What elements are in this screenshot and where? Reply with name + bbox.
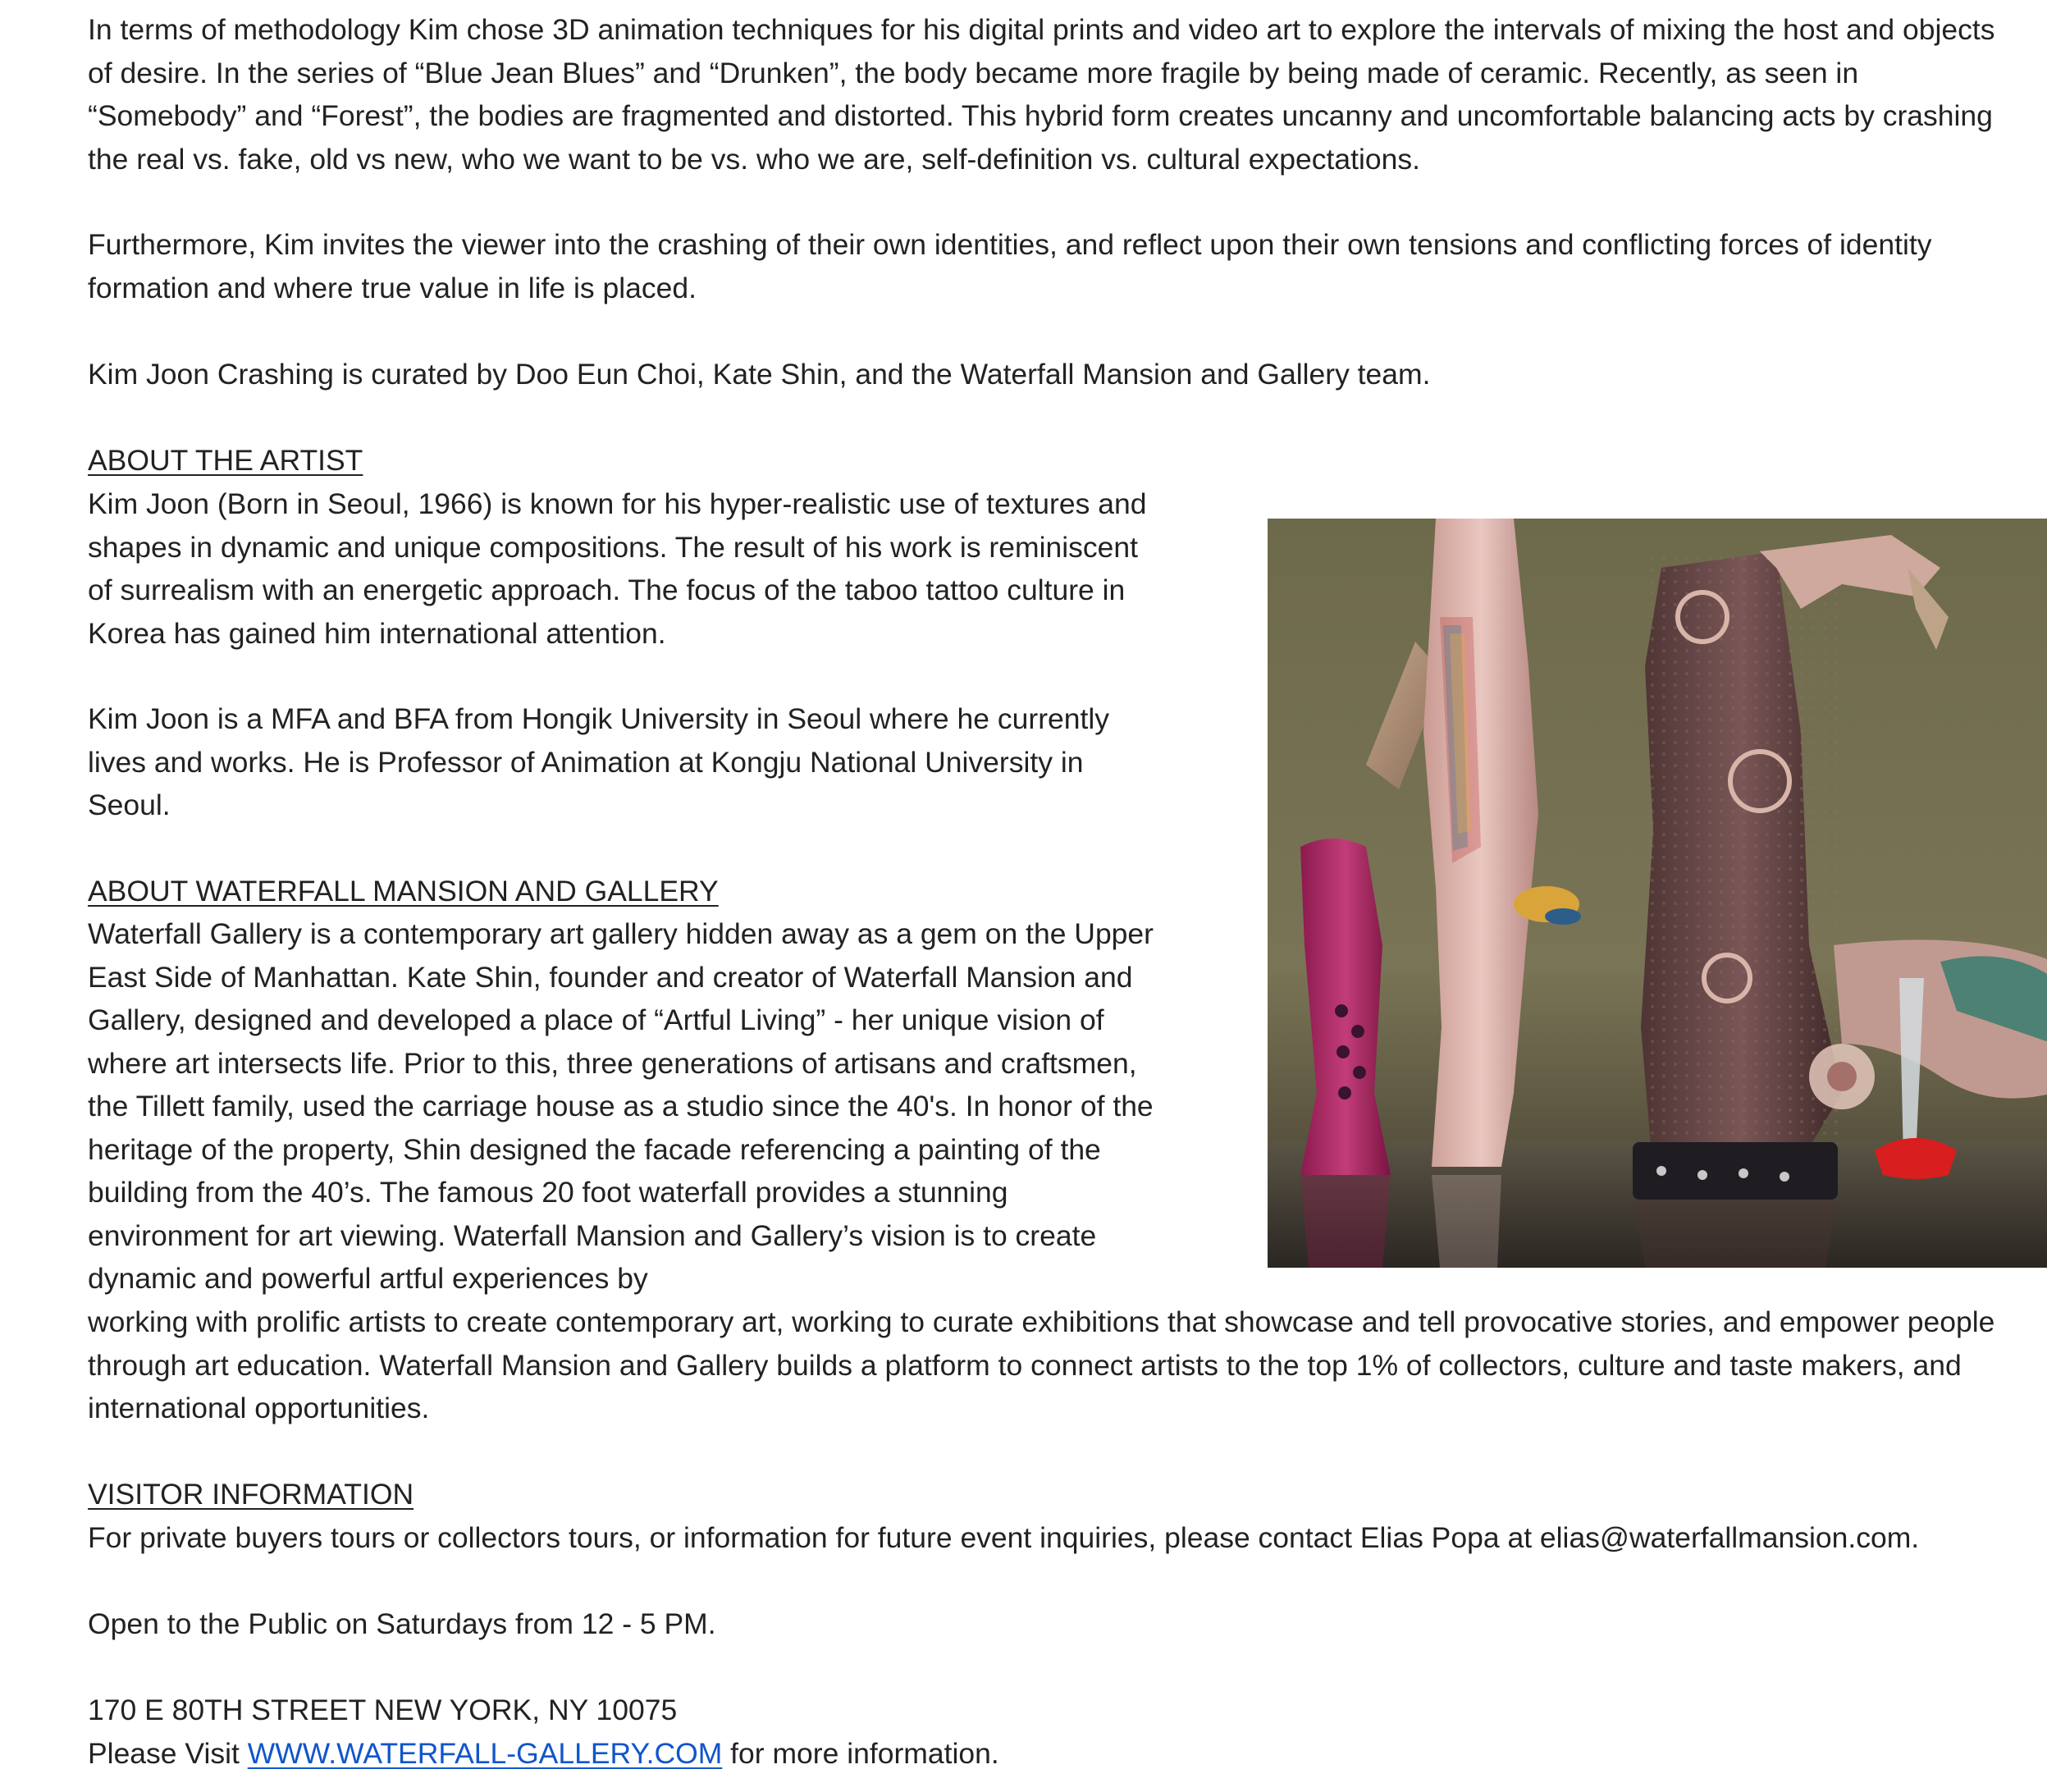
furthermore-paragraph: Furthermore, Kim invites the viewer into the crashing of their own identities, and reflect upon their own tensions and conflicting forces of identity formation and where true value in life is placed. (88, 228, 1932, 304)
about-artist-paragraph-2: Kim Joon is a MFA and BFA from Hongik University in Seoul where he currently lives and works. He is Professor of Animation at Kongju National University in Seoul. (88, 702, 1110, 821)
about-gallery-paragraph-continued: working with prolific artists to create contemporary art, working to curate exhibitions that showcase and tell provocative stories, and empower people through art education. Waterfall Mansion and Gallery builds a platform to connect artists to the top 1% of collectors, culture and taste makers, and international opportunities. (88, 1305, 1995, 1424)
about-gallery-paragraph: Waterfall Gallery is a contemporary art gallery hidden away as a gem on the Upper East Side of Manhattan. Kate Shin, founder and creator of Waterfall Mansion and Gallery, designed and developed a place of “Artful Living” - her unique vision of where art intersects life. Prior to this, three generations of artisans and craftsmen, the Tillett family, used the carriage house as a studio since the 40's. In honor of the heritage of the property, Shin designed the facade referencing a painting of the building from the 40’s. The famous 20 foot waterfall provides a stunning environment for art viewing. Waterfall Mansion and Gallery’s vision is to create dynamic and powerful artful experiences by (88, 917, 1154, 1295)
gallery-website-link[interactable]: WWW.WATERFALL-GALLERY.COM (247, 1737, 723, 1770)
visitor-hours: Open to the Public on Saturdays from 12 - 5 PM. (88, 1607, 716, 1640)
visitor-info-heading: VISITOR INFORMATION (88, 1478, 414, 1511)
about-artist-paragraph-1: Kim Joon (Born in Seoul, 1966) is known for his hyper-realistic use of textures and shapes in dynamic and unique compositions. The result of his work is reminiscent of surrealism with an energetic approach. The focus of the taboo tattoo culture in Korea has gained him international attention. (88, 487, 1147, 650)
artwork-image (1268, 519, 2047, 1268)
visit-suffix: for more information. (722, 1737, 999, 1770)
about-artist-heading: ABOUT THE ARTIST (88, 444, 363, 477)
about-gallery-heading: ABOUT WATERFALL MANSION AND GALLERY (88, 875, 719, 907)
visit-prefix: Please Visit (88, 1737, 248, 1770)
visitor-contact-paragraph: For private buyers tours or collectors tours, or information for future event inquiries, please contact Elias Popa at elias@waterfallmansion.com. (88, 1521, 1920, 1554)
curated-paragraph: Kim Joon Crashing is curated by Doo Eun Choi, Kate Shin, and the Waterfall Mansion and Gallery team. (88, 358, 1431, 391)
methodology-paragraph: In terms of methodology Kim chose 3D animation techniques for his digital prints and video art to explore the intervals of mixing the host and objects of desire. In the series of “Blue Jean Blues” and “Drunken”, the body became more fragile by being made of ceramic. Recently, as seen in “Somebody” and “Forest”, the bodies are fragmented and distorted. This hybrid form creates uncanny and uncomfortable balancing acts by crashing the real vs. fake, old vs new, who we want to be vs. who we are, self-definition vs. cultural expectations. (88, 13, 1995, 176)
gallery-address: 170 E 80TH STREET NEW YORK, NY 10075 (88, 1694, 678, 1726)
visit-website-line (88, 1732, 2024, 1776)
